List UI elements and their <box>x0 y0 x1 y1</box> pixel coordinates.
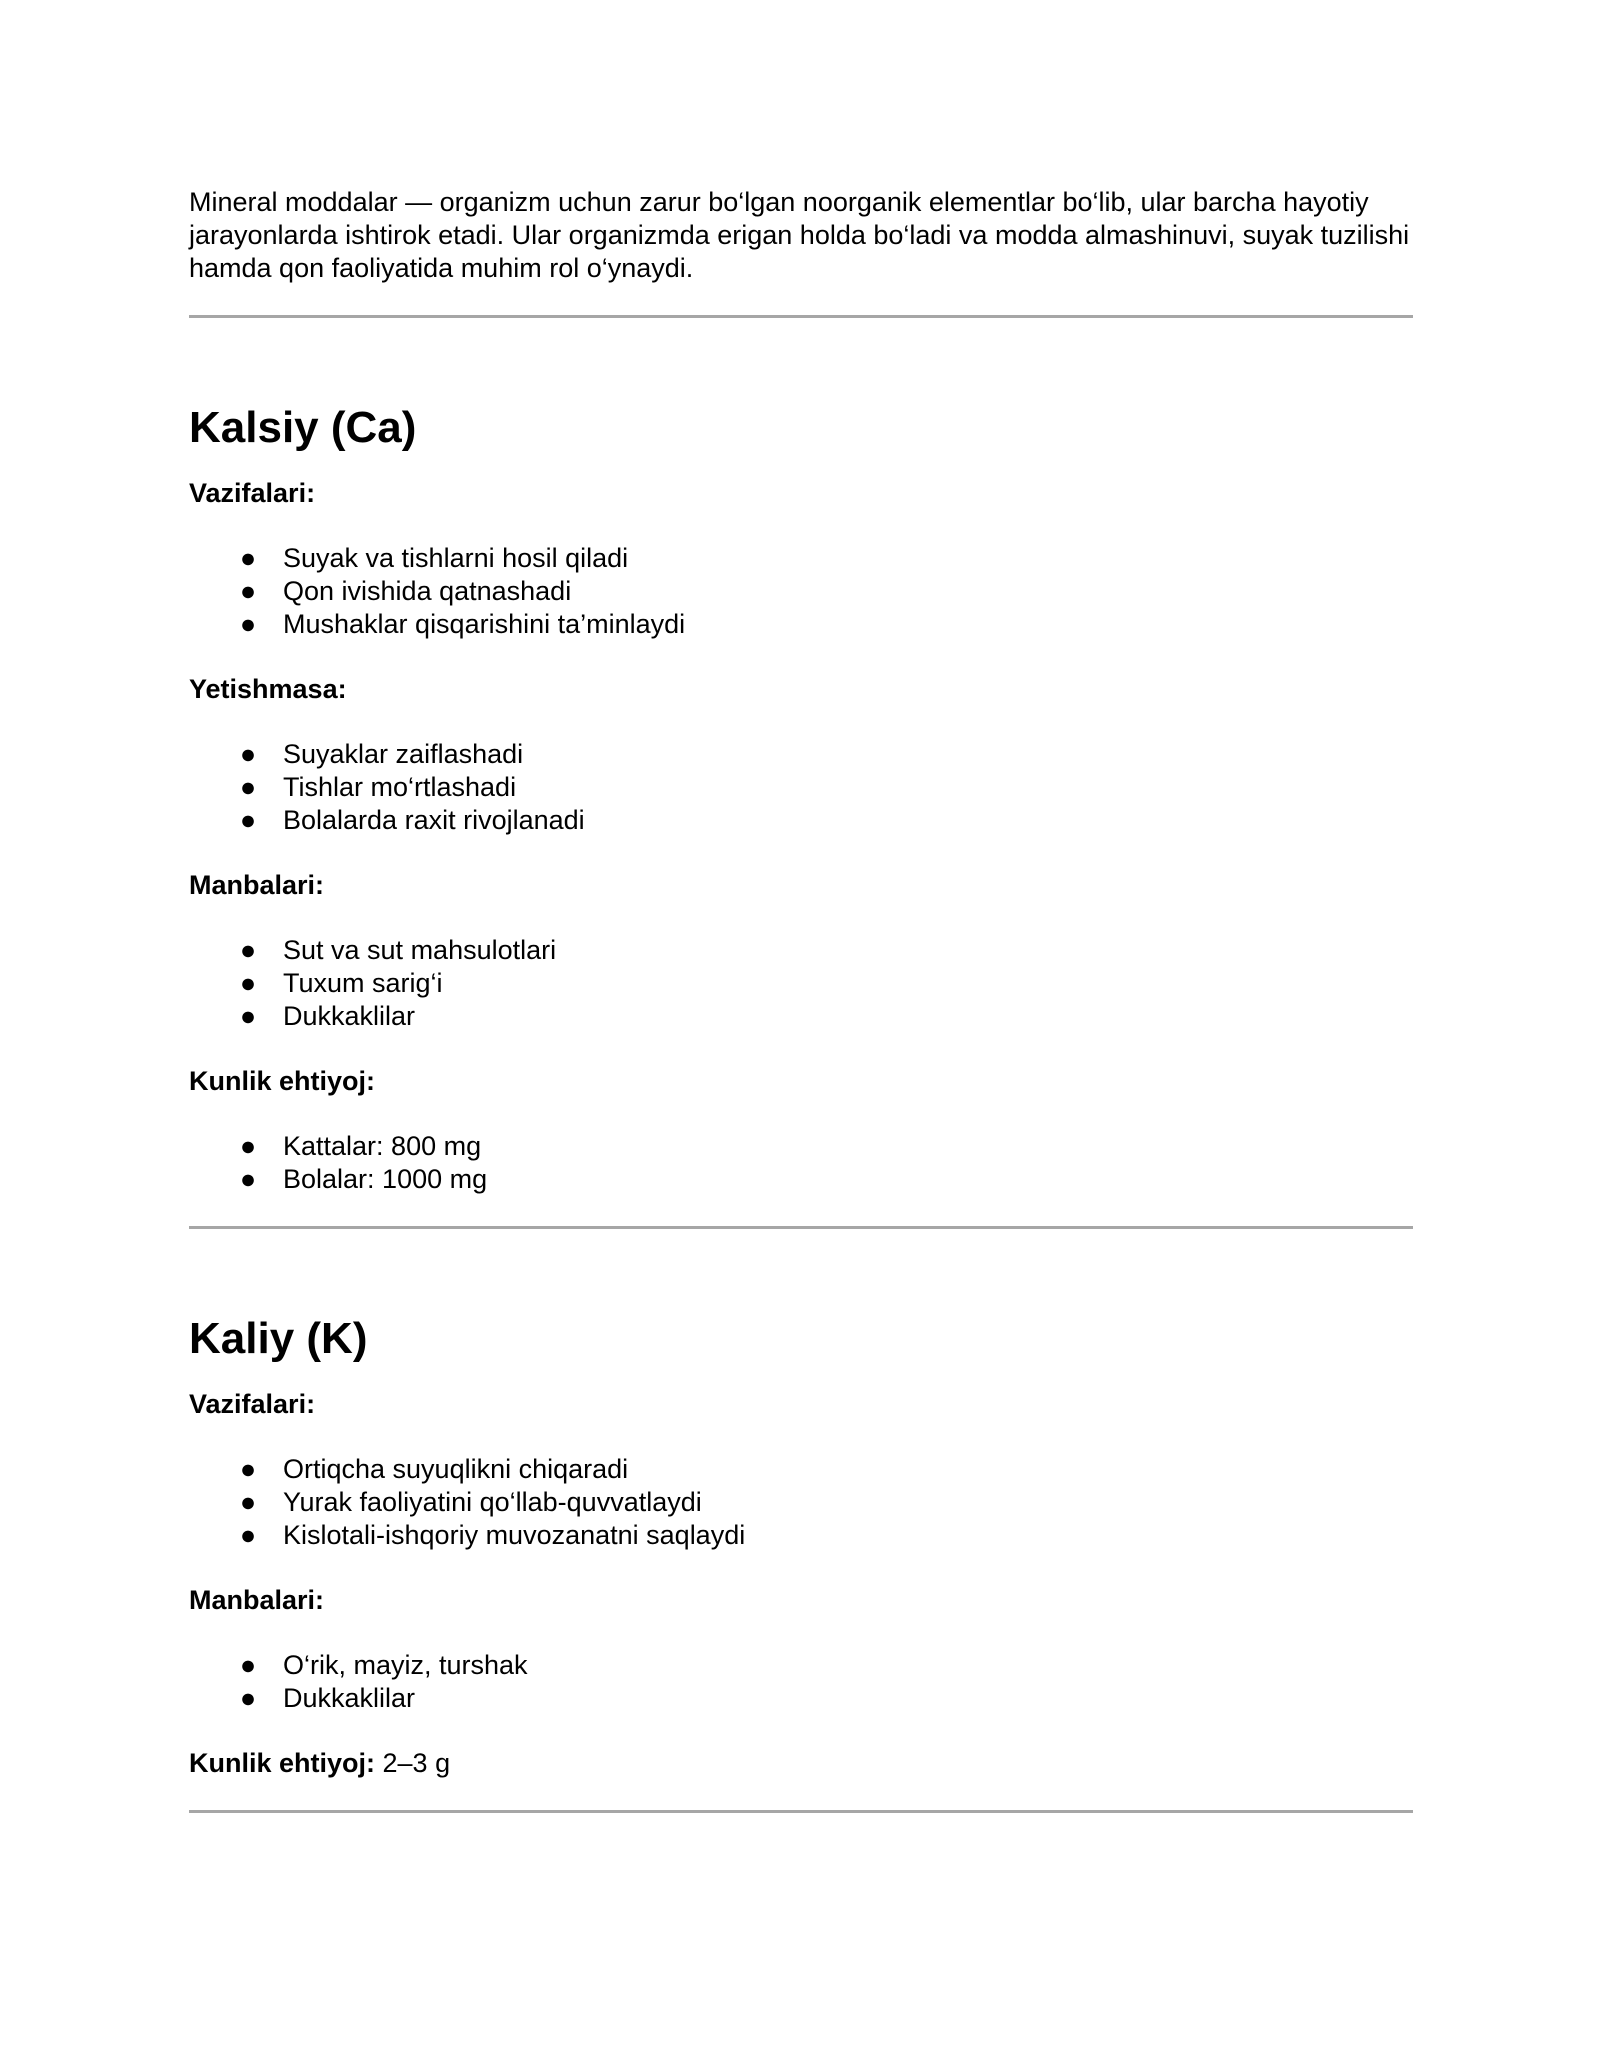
bullet-icon: ● <box>239 1487 257 1517</box>
list-item: ● Dukkaklilar <box>239 1683 416 1713</box>
bullet-icon: ● <box>239 968 257 998</box>
list-item: ● Tuxum sarig‘i <box>239 968 443 998</box>
list-item: ● Kislotali-ishqoriy muvozanatni saqlaydi <box>239 1520 746 1550</box>
document-page <box>189 186 1413 1813</box>
section-divider <box>189 1810 1413 1813</box>
section-divider <box>189 1226 1413 1229</box>
section-title-kaliy: Kaliy (K) <box>189 1314 368 1363</box>
bullet-icon: ● <box>239 1650 257 1680</box>
kaliy-kunlik-label: Kunlik ehtiyoj: <box>189 1748 376 1778</box>
list-item: ● Dukkaklilar <box>239 1001 416 1031</box>
bullet-icon: ● <box>239 1683 257 1713</box>
bullet-icon: ● <box>239 805 257 835</box>
bullet-icon: ● <box>239 1164 257 1194</box>
kaliy-vazifalari-label: Vazifalari: <box>189 1389 316 1419</box>
bullet-icon: ● <box>239 739 257 769</box>
intro-paragraph: Mineral moddalar — organizm uchun zarur bo‘lgan noorganik elementlar bo‘lib, ular barcha hayotiy jarayonlarda ishtirok etadi. Ular organizmda erigan holda bo‘ladi va modda almashinuvi, suyak tuzilishi hamda qon faoliyatida muhim rol o‘ynaydi. <box>189 187 1410 283</box>
kalsiy-yetishmasa-list <box>189 738 1413 837</box>
kaliy-vazifalari-list <box>189 1453 1413 1552</box>
kalsiy-kunlik-list <box>189 1130 1413 1196</box>
kaliy-manbalari-list <box>189 1649 1413 1715</box>
kaliy-kunlik-value: 2–3 g <box>375 1748 451 1778</box>
bullet-icon: ● <box>239 935 257 965</box>
bullet-icon: ● <box>239 1001 257 1031</box>
bullet-icon: ● <box>239 1454 257 1484</box>
kalsiy-manbalari-list <box>189 934 1413 1033</box>
kaliy-manbalari-label: Manbalari: <box>189 1585 325 1615</box>
kalsiy-vazifalari-label: Vazifalari: <box>189 478 316 508</box>
list-item: ● Yurak faoliyatini qo‘llab-quvvatlaydi <box>239 1487 702 1517</box>
list-item: ● Qon ivishida qatnashadi <box>239 576 572 606</box>
list-item: ● Tishlar mo‘rtlashadi <box>239 772 517 802</box>
list-item: ● Bolalar: 1000 mg <box>239 1164 488 1194</box>
kalsiy-yetishmasa-label: Yetishmasa: <box>189 674 347 704</box>
kalsiy-kunlik-label: Kunlik ehtiyoj: <box>189 1066 376 1096</box>
kalsiy-vazifalari-list <box>189 542 1413 641</box>
list-item: ● Suyak va tishlarni hosil qiladi <box>239 543 629 573</box>
bullet-icon: ● <box>239 1131 257 1161</box>
bullet-icon: ● <box>239 772 257 802</box>
kaliy-kunlik-ehtiyoj <box>189 1747 1413 1780</box>
section-divider <box>189 315 1413 318</box>
kalsiy-manbalari-label: Manbalari: <box>189 870 325 900</box>
list-item: ● Kattalar: 800 mg <box>239 1131 482 1161</box>
list-item: ● Mushaklar qisqarishini ta’minlaydi <box>239 609 686 639</box>
list-item: ● Suyaklar zaiflashadi <box>239 739 524 769</box>
list-item: ● Ortiqcha suyuqlikni chiqaradi <box>239 1454 629 1484</box>
section-kalsiy <box>189 402 1413 1196</box>
bullet-icon: ● <box>239 543 257 573</box>
list-item: ● Bolalarda raxit rivojlanadi <box>239 805 585 835</box>
bullet-icon: ● <box>239 609 257 639</box>
list-item: ● O‘rik, mayiz, turshak <box>239 1650 528 1680</box>
bullet-icon: ● <box>239 1520 257 1550</box>
bullet-icon: ● <box>239 576 257 606</box>
section-kaliy <box>189 1313 1413 1780</box>
section-title-kalsiy: Kalsiy (Ca) <box>189 403 417 452</box>
list-item: ● Sut va sut mahsulotlari <box>239 935 557 965</box>
